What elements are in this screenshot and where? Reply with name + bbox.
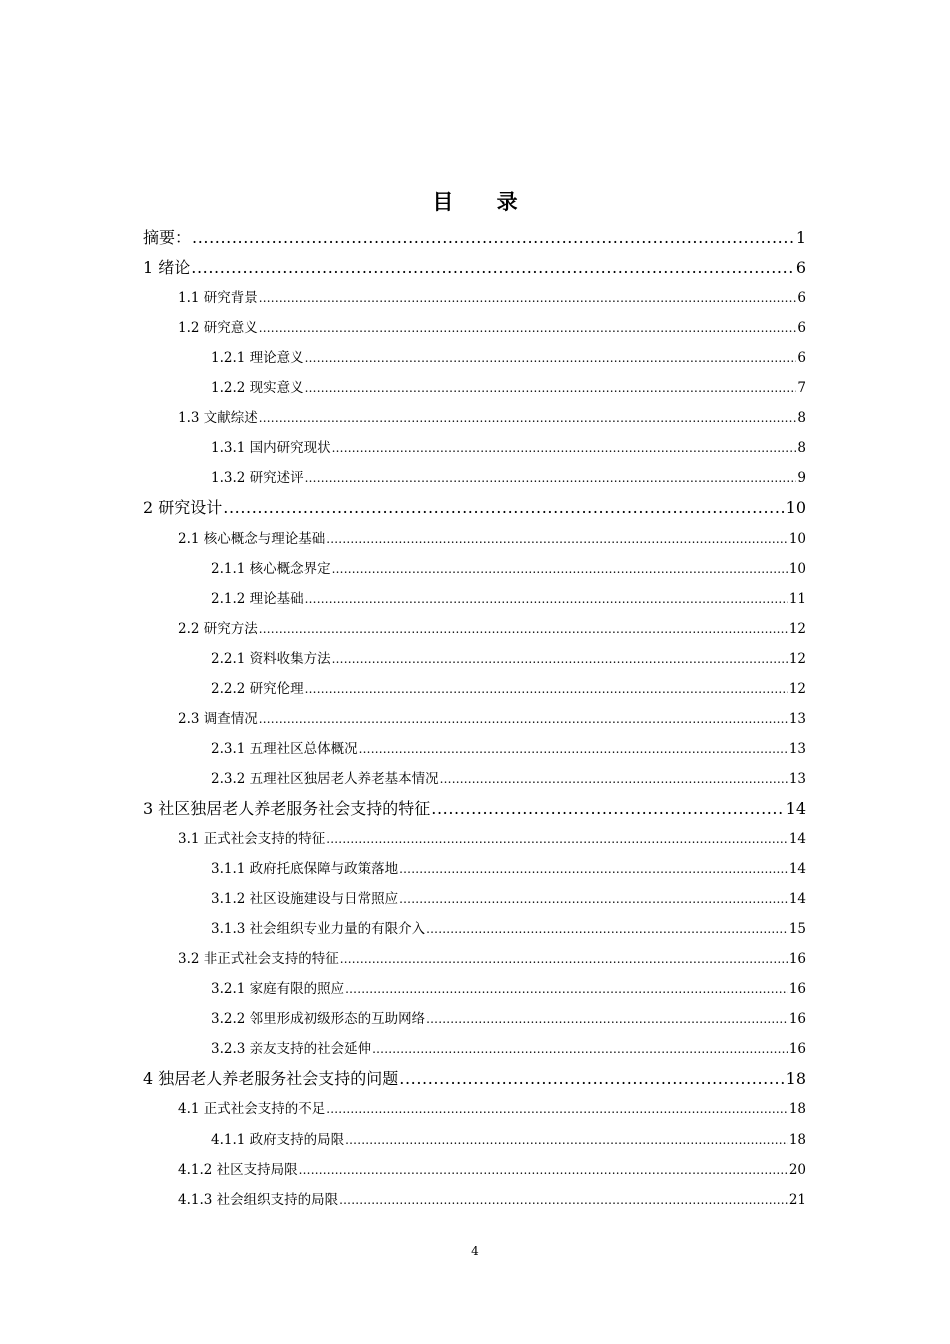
toc-entry-page: 8 [797,440,806,457]
toc-entry[interactable] [211,1004,806,1034]
toc-entry-page: 6 [797,320,806,337]
toc-dot-leader [259,403,797,433]
toc-entry-page: 11 [788,590,806,607]
toc-entry[interactable] [211,373,806,403]
toc-entry-label: 4 独居老人养老服务社会支持的问题 [143,1069,399,1089]
toc-dot-leader [223,493,784,523]
toc-dot-leader [326,1094,788,1124]
toc-entry[interactable] [211,463,806,493]
toc-entry-page: 13 [788,740,806,757]
toc-entry-label: 2.1.1 核心概念界定 [211,560,331,577]
toc-dot-leader [326,524,788,554]
toc-entry-label: 2.1.2 理论基础 [211,590,304,607]
toc-entry-page: 13 [788,770,806,787]
toc-entry-label: 3.1.2 社区设施建设与日常照应 [211,891,399,908]
toc-dot-leader [305,463,797,493]
toc-entry-label: 3.1.3 社会组织专业力量的有限介入 [211,921,426,938]
toc-dot-leader [191,253,795,283]
toc-entry-label: 2.3.2 五理社区独居老人养老基本情况 [211,770,439,787]
toc-dot-leader [399,884,788,914]
toc-entry-page: 10 [788,560,806,577]
toc-dot-leader [305,584,788,614]
toc-entry-page: 6 [797,350,806,367]
toc-entry-page: 12 [788,650,806,667]
toc-entry-label: 3.2.3 亲友支持的社会延伸 [211,1041,372,1058]
toc-dot-leader [340,944,788,974]
toc-dot-leader [305,343,797,373]
toc-entry[interactable] [143,223,806,253]
toc-entry-page: 14 [788,861,806,878]
toc-entry-page: 9 [797,470,806,487]
toc-entry-label: 1.3.2 研究述评 [211,470,304,487]
toc-entry[interactable] [178,403,806,433]
toc-dot-leader [259,614,788,644]
toc-entry[interactable] [178,944,806,974]
toc-entry[interactable] [211,914,806,944]
toc-dot-leader [299,1155,788,1185]
toc-entry[interactable] [143,493,806,523]
toc-entry-label: 1.3 文献综述 [178,410,258,427]
toc-dot-leader [440,764,788,794]
toc-entry[interactable] [211,674,806,704]
toc-entry-page: 8 [797,410,806,427]
toc-entry-page: 18 [788,1101,806,1118]
toc-entry[interactable] [178,824,806,854]
toc-entry[interactable] [178,1094,806,1124]
toc-entry[interactable] [211,554,806,584]
toc-entry[interactable] [211,433,806,463]
toc-dot-leader [332,644,788,674]
toc-entry-label: 2.3.1 五理社区总体概况 [211,740,358,757]
toc-entry-page: 18 [785,1069,806,1089]
toc-dot-leader [399,1064,784,1094]
toc-entry-label: 2 研究设计 [143,498,223,518]
toc-entry-page: 16 [788,981,806,998]
toc-entry-page: 10 [788,530,806,547]
toc-entry-label: 3.2 非正式社会支持的特征 [178,951,339,968]
toc-dot-leader [399,854,788,884]
toc-entry-label: 3 社区独居老人养老服务社会支持的特征 [143,798,431,818]
toc-dot-leader [326,824,788,854]
toc-dot-leader [372,1034,788,1064]
toc-entry[interactable] [211,343,806,373]
toc-entry-page: 10 [785,498,806,518]
toc-entry-page: 16 [788,1041,806,1058]
toc-entry[interactable] [178,1155,806,1185]
toc-entry[interactable] [143,253,806,283]
toc-entry-page: 13 [788,710,806,727]
page-title: 目 录 [432,190,536,214]
toc-entry[interactable] [178,283,806,313]
toc-entry[interactable] [178,524,806,554]
toc-entry-page: 6 [797,290,806,307]
toc-entry-page: 14 [785,798,806,818]
toc-entry-page: 20 [788,1161,806,1178]
toc-dot-leader [359,734,788,764]
page-number: 4 [471,1244,479,1258]
toc-entry-page: 21 [788,1191,806,1208]
toc-entry-label: 1.3.1 国内研究现状 [211,440,331,457]
toc-entry[interactable] [178,1185,806,1215]
toc-entry[interactable] [178,704,806,734]
toc-entry-label: 4.1.1 政府支持的局限 [211,1131,345,1148]
toc-entry-page: 16 [788,951,806,968]
toc-entry-label: 1.2.2 现实意义 [211,380,304,397]
toc-dot-leader [431,794,784,824]
toc-entry[interactable] [211,644,806,674]
toc-entry-label: 2.3 调查情况 [178,710,258,727]
toc-entry-page: 7 [797,380,806,397]
toc-entry-label: 3.1 正式社会支持的特征 [178,831,326,847]
toc-entry-label: 2.2.2 研究伦理 [211,680,304,697]
toc-entry-label: 3.2.2 邻里形成初级形态的互助网络 [211,1011,426,1028]
toc-entry[interactable] [211,1034,806,1064]
toc-dot-leader [426,914,788,944]
toc-entry-page: 6 [795,258,806,278]
toc-entry-page: 12 [788,620,806,637]
toc-dot-leader [259,704,788,734]
toc-dot-leader [259,283,797,313]
toc-dot-leader [259,313,797,343]
toc-entry-label: 4.1.3 社会组织支持的局限 [178,1191,339,1208]
toc-entry-label: 2.2 研究方法 [178,620,258,637]
toc-entry-page: 16 [788,1011,806,1028]
toc-entry-label: 4.1 正式社会支持的不足 [178,1101,326,1118]
toc-dot-leader [345,974,788,1004]
toc-entry-label: 1.2.1 理论意义 [211,350,304,367]
toc-entry[interactable] [143,1064,806,1094]
toc-dot-leader [426,1004,788,1034]
toc-entry[interactable] [211,584,806,614]
toc-entry[interactable] [211,884,806,914]
toc-dot-leader [305,373,797,403]
toc-entry-page: 1 [795,228,806,247]
toc-entry-label: 2.2.1 资料收集方法 [211,650,331,667]
toc-entry-page: 12 [788,680,806,697]
toc-entry-label: 3.2.1 家庭有限的照应 [211,981,345,998]
toc-entry[interactable] [211,1125,806,1155]
toc-entry-label: 1.2 研究意义 [178,320,258,337]
toc-entry-page: 18 [788,1131,806,1148]
toc-entry-page: 15 [788,921,806,938]
toc-entry-page: 14 [788,831,806,847]
toc-entry[interactable] [211,734,806,764]
toc-dot-leader [332,433,797,463]
toc-entry[interactable] [211,974,806,1004]
toc-entry[interactable] [178,313,806,343]
toc-entry[interactable] [143,794,806,824]
toc-entry-page: 14 [788,891,806,908]
toc-entry-label: 4.1.2 社区支持局限 [178,1161,298,1178]
toc-dot-leader [192,223,795,253]
toc-entry-label: 3.1.1 政府托底保障与政策落地 [211,861,399,878]
toc-dot-leader [305,674,788,704]
toc-entry-label: 2.1 核心概念与理论基础 [178,530,326,547]
toc-dot-leader [345,1125,788,1155]
toc-entry-label: 摘要： [143,228,192,247]
toc-dot-leader [339,1185,788,1215]
toc-entry-label: 1 绪论 [143,258,191,278]
toc-entry[interactable] [211,764,806,794]
toc-dot-leader [332,554,788,584]
toc-entry[interactable] [178,614,806,644]
toc-entry-label: 1.1 研究背景 [178,290,258,307]
toc-entry[interactable] [211,854,806,884]
